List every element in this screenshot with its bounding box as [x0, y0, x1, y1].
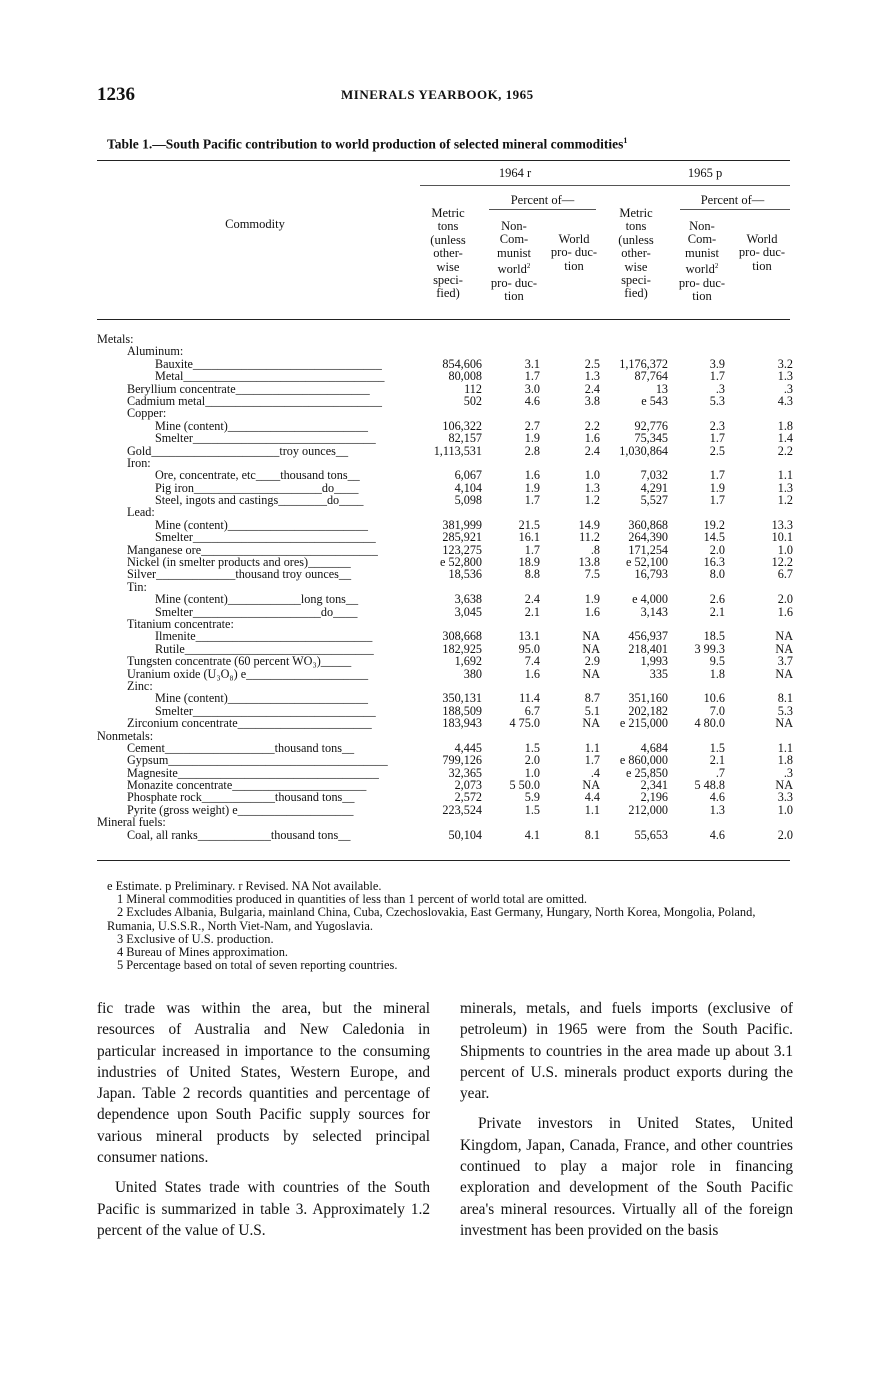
- footnote: 2 Excludes Albania, Bulgaria, mainland China, Cuba, Czechoslovakia, East Germany, Hungary, North Korea, Mongolia, Poland, Rumania, U.S.S.R., North Viet-Nam, and Yugoslavia.: [107, 905, 756, 933]
- row-value: 1.3: [584, 369, 600, 384]
- footnotes: [107, 880, 797, 972]
- footnote: e Estimate. p Preliminary. r Revised. NA Not available.: [107, 879, 382, 893]
- table-row: [97, 668, 797, 680]
- row-value: 3.8: [584, 393, 600, 408]
- body-paragraph: United States trade with countries of the South Pacific is summarized in table 3. Approximately 1.2 percent of the value of U.S.: [97, 1179, 430, 1239]
- row-label: Mineral fuels:: [97, 815, 166, 830]
- body-paragraph: minerals, metals, and fuels imports (exclusive of petroleum) in 1965 were from the South Pacific. Shipments to countries in the area made up about 3.1 percent of U.S. minerals product exports during the year.: [460, 1000, 793, 1103]
- page-header: [97, 84, 787, 112]
- row-value: e 25,850: [626, 765, 668, 780]
- row-value: 1.3: [709, 802, 725, 817]
- row-value: 2.1: [709, 604, 725, 619]
- table-row: [97, 445, 797, 457]
- row-value: 1,113,531: [433, 443, 482, 458]
- row-value: 14.5: [703, 530, 725, 545]
- row-value: 1.9: [524, 480, 540, 495]
- row-value: 1.7: [524, 493, 540, 508]
- row-value: 6,067: [454, 468, 482, 483]
- col-header-noncom-1964: Non- Com- munist world$^2$ pro- duc- tion: [490, 219, 538, 304]
- row-value: 2,196: [640, 790, 668, 805]
- row-value: 16,793: [634, 567, 668, 582]
- row-value: 5,098: [454, 493, 482, 508]
- row-value: e 4,000: [632, 592, 668, 607]
- row-value: 55,653: [634, 827, 668, 842]
- row-value: 5.3: [777, 703, 793, 718]
- row-value: 1.7: [524, 369, 540, 384]
- row-value: 14.9: [578, 517, 600, 532]
- row-label: Metal_________________________________: [155, 369, 385, 384]
- row-label: Lead:: [127, 505, 155, 520]
- row-value: 95.0: [518, 641, 540, 656]
- row-value: 112: [464, 381, 482, 396]
- col-header-1965: 1965 p: [687, 166, 723, 180]
- row-value: 32,365: [448, 765, 482, 780]
- row-value: 1,030,864: [619, 443, 668, 458]
- row-label: Smelter______________________________: [155, 431, 376, 446]
- row-value: e 860,000: [619, 753, 668, 768]
- row-value: 1.8: [709, 666, 725, 681]
- row-label: Pig iron_____________________do____: [155, 480, 359, 495]
- row-value: 1.9: [709, 480, 725, 495]
- table-row: [97, 494, 797, 506]
- table-row: [97, 568, 797, 580]
- row-value: 1.8: [777, 753, 793, 768]
- row-value: 2.1: [524, 604, 540, 619]
- row-label: Pyrite (gross weight) e___________________: [127, 802, 354, 817]
- row-value: 2.7: [524, 418, 540, 433]
- row-label: Cement__________________thousand tons__: [127, 740, 355, 755]
- row-value: 1.1: [777, 468, 793, 483]
- row-value: 13.8: [578, 555, 600, 570]
- data-table: [97, 333, 797, 841]
- row-value: 2.5: [584, 356, 600, 371]
- row-value: 1.0: [777, 802, 793, 817]
- col-header-metric-1965: Metric tons (unless other- wise speci- fied): [618, 206, 654, 301]
- row-value: 106,322: [442, 418, 482, 433]
- row-value: 1.1: [777, 740, 793, 755]
- table-row: [97, 370, 797, 382]
- footnote: 5 Percentage based on total of seven reporting countries.: [117, 958, 398, 973]
- row-value: 1.6: [584, 431, 600, 446]
- row-value: NA: [775, 716, 793, 731]
- row-value: 3.0: [524, 381, 540, 396]
- row-label: Smelter______________________________: [155, 703, 376, 718]
- row-value: 4.6: [709, 790, 725, 805]
- row-value: 4 75.0: [509, 716, 540, 731]
- row-value: 3.2: [777, 356, 793, 371]
- row-value: 218,401: [628, 641, 668, 656]
- row-value: NA: [582, 629, 600, 644]
- row-value: 80,008: [448, 369, 482, 384]
- table-top-rule: [97, 160, 790, 161]
- row-value: 1.7: [709, 369, 725, 384]
- table-row: [97, 655, 797, 667]
- row-value: 8.1: [777, 691, 793, 706]
- table-row: [97, 432, 797, 444]
- table-row: [97, 333, 797, 345]
- row-value: 1.5: [524, 802, 540, 817]
- row-value: .4: [590, 765, 600, 780]
- row-label: Iron:: [127, 455, 151, 470]
- row-value: 5.9: [524, 790, 540, 805]
- row-value: 18,536: [448, 567, 482, 582]
- row-value: 308,668: [442, 629, 482, 644]
- row-value: 10.6: [703, 691, 725, 706]
- row-value: .3: [783, 381, 793, 396]
- row-label: Mine (content)_______________________: [155, 418, 368, 433]
- row-value: 1.9: [584, 592, 600, 607]
- row-value: 13: [655, 381, 668, 396]
- row-value: 1.6: [524, 666, 540, 681]
- row-value: .3: [715, 381, 725, 396]
- row-value: 1.6: [524, 468, 540, 483]
- row-value: 3.7: [777, 654, 793, 669]
- row-value: 3,045: [454, 604, 482, 619]
- body-paragraph: fic trade was within the area, but the mineral resources of Australia and New Caledonia in particular increased in importance to the consuming industries of United States, Western Europe, and Japan. Table 2 records quantities and percentage of dependence upon South Pacific supply sources for various mineral products by selected principal consumer nations.: [97, 1000, 430, 1167]
- row-value: 4.4: [584, 790, 600, 805]
- row-value: 4,445: [454, 740, 482, 755]
- table-title: Table 1.—South Pacific contribution to world production of selected mineral commodities$^1$: [107, 136, 628, 152]
- footnote: 1 Mineral commodities produced in quantities of less than 1 percent of world total are omitted.: [117, 892, 588, 907]
- row-value: 21.5: [518, 517, 540, 532]
- row-value: 1.3: [777, 369, 793, 384]
- row-value: 8.0: [709, 567, 725, 582]
- row-value: .3: [783, 765, 793, 780]
- row-label: Steel, ingots and castings________do____: [155, 493, 364, 508]
- row-value: NA: [582, 666, 600, 681]
- row-value: 1.7: [524, 542, 540, 557]
- row-label: Zirconium concentrate______________________: [127, 716, 372, 731]
- row-value: 188,509: [442, 703, 482, 718]
- row-label: Monazite concentrate______________________: [127, 778, 367, 793]
- row-value: 1,993: [640, 654, 668, 669]
- row-label: Ore, concentrate, etc____thousand tons__: [155, 468, 360, 483]
- row-value: 1,692: [454, 654, 482, 669]
- table-row: [97, 829, 797, 841]
- row-value: 8.1: [584, 827, 600, 842]
- row-value: 8.7: [584, 691, 600, 706]
- row-value: 1.2: [584, 493, 600, 508]
- row-value: 2.1: [709, 753, 725, 768]
- row-label: Beryllium concentrate______________________: [127, 381, 370, 396]
- row-value: 5,527: [640, 493, 668, 508]
- row-label: Nonmetals:: [97, 728, 154, 743]
- body-column-left: [97, 998, 430, 1250]
- row-value: NA: [775, 629, 793, 644]
- row-label: Copper:: [127, 406, 167, 421]
- table-row: [97, 692, 797, 704]
- row-value: 2.5: [709, 443, 725, 458]
- row-value: 4.6: [709, 827, 725, 842]
- table-row: [97, 593, 797, 605]
- row-label: Mine (content)____________long tons__: [155, 592, 359, 607]
- row-value: 3 99.3: [694, 641, 725, 656]
- row-value: 335: [649, 666, 668, 681]
- col-header-noncom-1965: Non- Com- munist world$^2$ pro- duc- tion: [678, 219, 726, 304]
- row-value: NA: [775, 641, 793, 656]
- row-value: 1.6: [777, 604, 793, 619]
- row-value: 3.1: [524, 356, 540, 371]
- row-value: 5 48.8: [694, 778, 725, 793]
- row-value: 1.0: [777, 542, 793, 557]
- row-value: 4.1: [524, 827, 540, 842]
- row-label: Uranium oxide (U₃O₈) e____________________: [127, 666, 369, 681]
- row-value: 3.3: [777, 790, 793, 805]
- row-value: 2.2: [777, 443, 793, 458]
- table-row: [97, 804, 797, 816]
- row-label: Gypsum____________________________________: [127, 753, 388, 768]
- col-header-metric-1964: Metric tons (unless other- wise speci- fied): [430, 206, 466, 301]
- row-value: 381,999: [442, 517, 482, 532]
- row-label: Manganese ore_____________________________: [127, 542, 378, 557]
- row-label: Nickel (in smelter products and ores)_______: [127, 555, 351, 570]
- table-row: [97, 345, 797, 357]
- col-header-1964: 1964 r: [498, 166, 532, 180]
- row-value: 2.0: [524, 753, 540, 768]
- row-value: 2.6: [709, 592, 725, 607]
- row-label: Smelter______________________________: [155, 530, 376, 545]
- row-value: 4,104: [454, 480, 482, 495]
- row-value: 1.7: [584, 753, 600, 768]
- row-label: Tungsten concentrate (60 percent WO₃)_____: [127, 654, 352, 669]
- row-label: Mine (content)_______________________: [155, 517, 368, 532]
- row-value: .7: [715, 765, 725, 780]
- row-value: 6.7: [777, 567, 793, 582]
- row-value: 2.4: [524, 592, 540, 607]
- running-head: MINERALS YEARBOOK, 1965: [341, 87, 534, 102]
- row-value: 202,182: [628, 703, 668, 718]
- row-label: Metals:: [97, 332, 134, 346]
- row-value: 11.2: [579, 530, 600, 545]
- row-label: Silver_____________thousand troy ounces__: [127, 567, 352, 582]
- row-value: 350,131: [442, 691, 482, 706]
- row-value: 92,776: [634, 418, 668, 433]
- col-header-percent-1965: Percent of—: [700, 193, 765, 207]
- row-value: 11.4: [519, 691, 540, 706]
- table-row: [97, 469, 797, 481]
- row-value: 5.3: [709, 393, 725, 408]
- row-value: 2.3: [709, 418, 725, 433]
- row-value: e 215,000: [619, 716, 668, 731]
- col-header-commodity: Commodity: [225, 217, 285, 231]
- row-label: Mine (content)_______________________: [155, 691, 368, 706]
- percent-rule-1965: [680, 209, 790, 210]
- row-value: NA: [775, 778, 793, 793]
- row-value: 2.0: [777, 827, 793, 842]
- row-value: 7.5: [584, 567, 600, 582]
- row-value: 10.1: [771, 530, 793, 545]
- row-label: Ilmenite_____________________________: [155, 629, 373, 644]
- row-value: e 543: [641, 393, 668, 408]
- row-value: 1.4: [777, 431, 793, 446]
- row-value: 75,345: [634, 431, 668, 446]
- col-header-world-1965: World pro- duc- tion: [738, 232, 786, 273]
- row-value: 4 80.0: [694, 716, 725, 731]
- row-value: 3.9: [709, 356, 725, 371]
- row-value: 5.1: [584, 703, 600, 718]
- row-value: 1,176,372: [619, 356, 668, 371]
- row-value: 1.7: [709, 468, 725, 483]
- row-value: 7,032: [640, 468, 668, 483]
- row-value: 1.3: [584, 480, 600, 495]
- table-row: [97, 754, 797, 766]
- row-value: 19.2: [703, 517, 725, 532]
- col-header-percent-1964: Percent of—: [510, 193, 575, 207]
- row-label: Gold_____________________troy ounces__: [127, 443, 349, 458]
- row-value: .8: [590, 542, 600, 557]
- row-value: 5 50.0: [509, 778, 540, 793]
- row-value: 4.6: [524, 393, 540, 408]
- table-row: [97, 531, 797, 543]
- percent-rule-1964: [489, 209, 596, 210]
- row-value: 4,291: [640, 480, 668, 495]
- row-value: NA: [582, 641, 600, 656]
- row-value: 4.3: [777, 393, 793, 408]
- row-label: Coal, all ranks____________thousand tons__: [127, 827, 351, 842]
- row-value: 1.3: [777, 480, 793, 495]
- row-value: 1.5: [524, 740, 540, 755]
- row-value: 502: [463, 393, 482, 408]
- year-rule: [420, 185, 790, 186]
- row-value: 7.0: [709, 703, 725, 718]
- title-footnote-ref: 1: [623, 136, 628, 145]
- body-column-right: [460, 998, 793, 1250]
- row-value: 285,921: [442, 530, 482, 545]
- row-value: 18.5: [703, 629, 725, 644]
- row-value: 1.7: [709, 493, 725, 508]
- row-value: e 52,800: [440, 555, 482, 570]
- table-bottom-rule: [97, 860, 790, 861]
- body-paragraph: Private investors in United States, United Kingdom, Japan, Canada, France, and other countries continued to play a major role in financing exploration and development of the South Pacific area's mineral resources. Virtually all of the foreign investment has been provided on the basis: [460, 1115, 793, 1239]
- row-value: 13.1: [518, 629, 540, 644]
- row-value: 1.0: [584, 468, 600, 483]
- row-value: NA: [775, 666, 793, 681]
- row-value: 1.7: [709, 431, 725, 446]
- row-value: 1.1: [584, 802, 600, 817]
- table-row: [97, 717, 797, 729]
- row-value: 16.3: [703, 555, 725, 570]
- row-value: 18.9: [518, 555, 540, 570]
- row-label: Smelter_____________________do____: [155, 604, 358, 619]
- row-value: 12.2: [771, 555, 793, 570]
- row-value: 82,157: [448, 431, 482, 446]
- row-value: 1.0: [524, 765, 540, 780]
- row-label: Cadmium metal_____________________________: [127, 393, 382, 408]
- row-value: 1.6: [584, 604, 600, 619]
- row-value: 171,254: [628, 542, 668, 557]
- row-value: 456,937: [628, 629, 668, 644]
- row-value: 2.4: [584, 381, 600, 396]
- row-value: 7.4: [524, 654, 540, 669]
- row-value: 360,868: [628, 517, 668, 532]
- row-value: 799,126: [442, 753, 482, 768]
- row-value: 1.5: [709, 740, 725, 755]
- row-label: Bauxite_______________________________: [155, 356, 382, 371]
- row-value: 223,524: [442, 802, 482, 817]
- row-value: 2.0: [777, 592, 793, 607]
- table-row: [97, 791, 797, 803]
- footnote: 3 Exclusive of U.S. production.: [117, 931, 274, 946]
- row-value: 183,943: [442, 716, 482, 731]
- row-value: 2.8: [524, 443, 540, 458]
- row-value: 1.2: [777, 493, 793, 508]
- row-value: 212,000: [628, 802, 668, 817]
- row-value: 2,073: [454, 778, 482, 793]
- row-value: 3,143: [640, 604, 668, 619]
- row-value: 264,390: [628, 530, 668, 545]
- header-bottom-rule: [97, 319, 790, 320]
- row-label: Titanium concentrate:: [127, 616, 234, 631]
- row-value: 854,606: [442, 356, 482, 371]
- row-label: Aluminum:: [127, 344, 184, 359]
- col-header-world-1964: World pro- duc- tion: [550, 232, 598, 273]
- row-value: 182,925: [442, 641, 482, 656]
- row-value: 2.9: [584, 654, 600, 669]
- row-label: Tin:: [127, 579, 147, 594]
- row-value: 4,684: [640, 740, 668, 755]
- row-value: 1.9: [524, 431, 540, 446]
- row-value: 2.2: [584, 418, 600, 433]
- table-row: [97, 816, 797, 828]
- row-value: 2,572: [454, 790, 482, 805]
- row-value: 380: [463, 666, 482, 681]
- row-value: 9.5: [709, 654, 725, 669]
- row-label: Magnesite_________________________________: [127, 765, 379, 780]
- row-value: 13.3: [771, 517, 793, 532]
- row-value: 87,764: [634, 369, 668, 384]
- row-value: 2.0: [709, 542, 725, 557]
- row-label: Rutile_______________________________: [155, 641, 374, 656]
- row-value: 6.7: [524, 703, 540, 718]
- page-number: 1236: [97, 84, 135, 105]
- row-value: e 52,100: [626, 555, 668, 570]
- row-value: NA: [582, 716, 600, 731]
- row-label: Phosphate rock____________thousand tons__: [127, 790, 355, 805]
- table-row: [97, 395, 797, 407]
- footnote: 4 Bureau of Mines approximation.: [117, 945, 289, 960]
- row-value: 3,638: [454, 592, 482, 607]
- row-value: 50,104: [448, 827, 482, 842]
- table-row: [97, 630, 797, 642]
- row-value: NA: [582, 778, 600, 793]
- row-value: 123,275: [442, 542, 482, 557]
- table-row: [97, 506, 797, 518]
- row-value: 351,160: [628, 691, 668, 706]
- row-value: 1.1: [584, 740, 600, 755]
- table-row: [97, 407, 797, 419]
- row-value: 8.8: [524, 567, 540, 582]
- row-value: 16.1: [518, 530, 540, 545]
- row-value: 1.8: [777, 418, 793, 433]
- row-value: 2.4: [584, 443, 600, 458]
- row-label: Zinc:: [127, 678, 153, 693]
- row-value: 2,341: [640, 778, 668, 793]
